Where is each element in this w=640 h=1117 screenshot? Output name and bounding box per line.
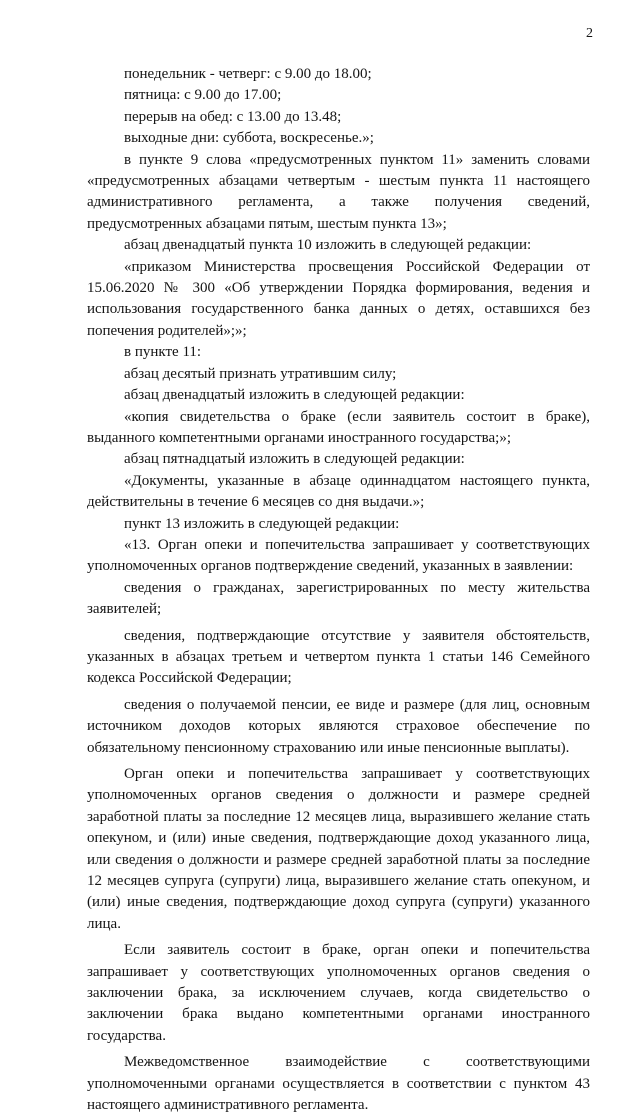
- paragraph: Если заявитель состоит в браке, орган опеки и попечительства запрашивает у соответствующих уполномоченных органов сведения о заключении брака, за исключением случаев, когда свидетельство о заключении брака выдано компетентными органами иностранного государства.: [87, 942, 590, 1044]
- page-number: 2: [586, 26, 593, 41]
- paragraph: «13. Орган опеки и попечительства запрашивает у соответствующих уполномоченных органов подтверждение сведений, указанных в заявлении:: [87, 536, 590, 575]
- paragraph: пятница: с 9.00 до 17.00;: [124, 87, 282, 104]
- paragraph: абзац десятый признать утратившим силу;: [124, 365, 397, 382]
- paragraph: сведения о гражданах, зарегистрированных по месту жительства заявителей;: [87, 579, 590, 618]
- paragraph: в пункте 9 слова «предусмотренных пунктом 11» заменить словами «предусмотренных абзацами четвертым - шестым пункта 11 настоящего административного регламента, а также получения сведений, предусмотренных абзацами пятым, шестым пункта 13»;: [87, 151, 590, 232]
- paragraph: в пункте 11:: [124, 344, 202, 361]
- paragraph: сведения о получаемой пенсии, ее виде и размере (для лиц, основным источником доходов которых являются страховое обеспечение по обязательному пенсионному страхованию или иные пенсионные выплаты).: [87, 696, 590, 756]
- paragraph: абзац двенадцатый изложить в следующей редакции:: [124, 387, 465, 404]
- document-body: [87, 64, 590, 1117]
- paragraph: «приказом Министерства просвещения Российской Федерации от 15.06.2020 № 300 «Об утверждении Порядка формирования, ведения и использования государственного банка данных о детях, оставшихся без попечения родителей»;»;: [87, 258, 590, 339]
- paragraph: сведения, подтверждающие отсутствие у заявителя обстоятельств, указанных в абзацах третьем и четвертом пункта 1 статьи 146 Семейного кодекса Российской Федерации;: [87, 627, 590, 687]
- paragraph: абзац пятнадцатый изложить в следующей редакции:: [124, 451, 465, 468]
- paragraph: «копия свидетельства о браке (если заявитель состоит в браке), выданного компетентными органами иностранного государства;»;: [87, 408, 590, 446]
- paragraph: выходные дни: суббота, воскресенье.»;: [124, 130, 374, 147]
- paragraph: перерыв на обед: с 13.00 до 13.48;: [124, 108, 342, 125]
- paragraph: пункт 13 изложить в следующей редакции:: [124, 515, 400, 532]
- paragraph: Орган опеки и попечительства запрашивает у соответствующих уполномоченных органов сведения о должности и размере средней заработной платы за последние 12 месяцев лица, выразившего желание стать опекуном, и (или) иные сведения, подтверждающие доход указанного лица, или сведения о должности и размере средней заработной платы за последние 12 месяцев супруга (супруги) лица, выразившего желание стать опекуном, и (или) иные сведения, подтверждающие доход супруга (супруги) указанного лица.: [87, 766, 590, 932]
- paragraph: Межведомственное взаимодействие с соответствующими уполномоченными органами осуществляется в соответствии с пунктом 43 настоящего административного регламента.: [87, 1054, 590, 1114]
- paragraph: абзац двенадцатый пункта 10 изложить в следующей редакции:: [124, 237, 532, 254]
- paragraph: понедельник - четверг: с 9.00 до 18.00;: [124, 66, 372, 82]
- paragraph: «Документы, указанные в абзаце одиннадцатом настоящего пункта, действительны в течение 6 месяцев со дня выдачи.»;: [87, 472, 590, 511]
